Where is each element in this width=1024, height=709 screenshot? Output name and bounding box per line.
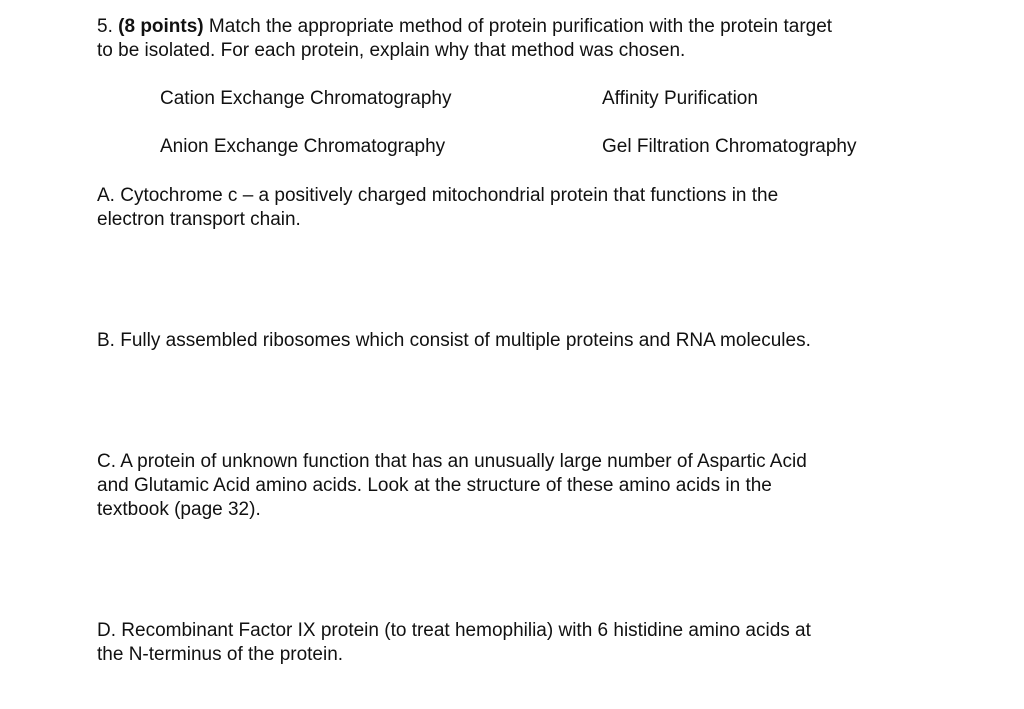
question-prompt-line-2: to be isolated. For each protein, explain why that method was chosen. <box>97 40 686 61</box>
part-a-line-1: A. Cytochrome c – a positively charged mitochondrial protein that functions in the <box>97 185 779 206</box>
part-c-line-2: and Glutamic Acid amino acids. Look at the structure of these amino acids in the <box>97 475 772 496</box>
question-prompt-text-1: Match the appropriate method of protein purification with the protein target <box>208 16 833 37</box>
question-header <box>97 15 957 63</box>
part-d-line-2: the N-terminus of the protein. <box>97 644 344 665</box>
part-c <box>97 450 957 522</box>
part-c-line-3: textbook (page 32). <box>97 499 261 520</box>
part-c-line-1: C. A protein of unknown function that has an unusually large number of Aspartic Acid <box>97 451 807 472</box>
question-points: (8 points) <box>118 16 204 37</box>
part-b <box>97 329 957 353</box>
method-gel-filtration: Gel Filtration Chromatography <box>602 136 857 157</box>
part-a-line-2: electron transport chain. <box>97 209 301 230</box>
part-d <box>97 619 957 667</box>
question-prompt-line-1 <box>97 15 957 39</box>
part-d-line-1: D. Recombinant Factor IX protein (to treat hemophilia) with 6 histidine amino acids at <box>97 620 811 641</box>
part-b-line-1: B. Fully assembled ribosomes which consist of multiple proteins and RNA molecules. <box>97 330 811 351</box>
method-affinity-purification: Affinity Purification <box>602 88 758 109</box>
part-a <box>97 184 957 232</box>
question-number: 5. <box>97 16 113 37</box>
method-cation-exchange: Cation Exchange Chromatography <box>160 88 452 109</box>
method-anion-exchange: Anion Exchange Chromatography <box>160 136 446 157</box>
